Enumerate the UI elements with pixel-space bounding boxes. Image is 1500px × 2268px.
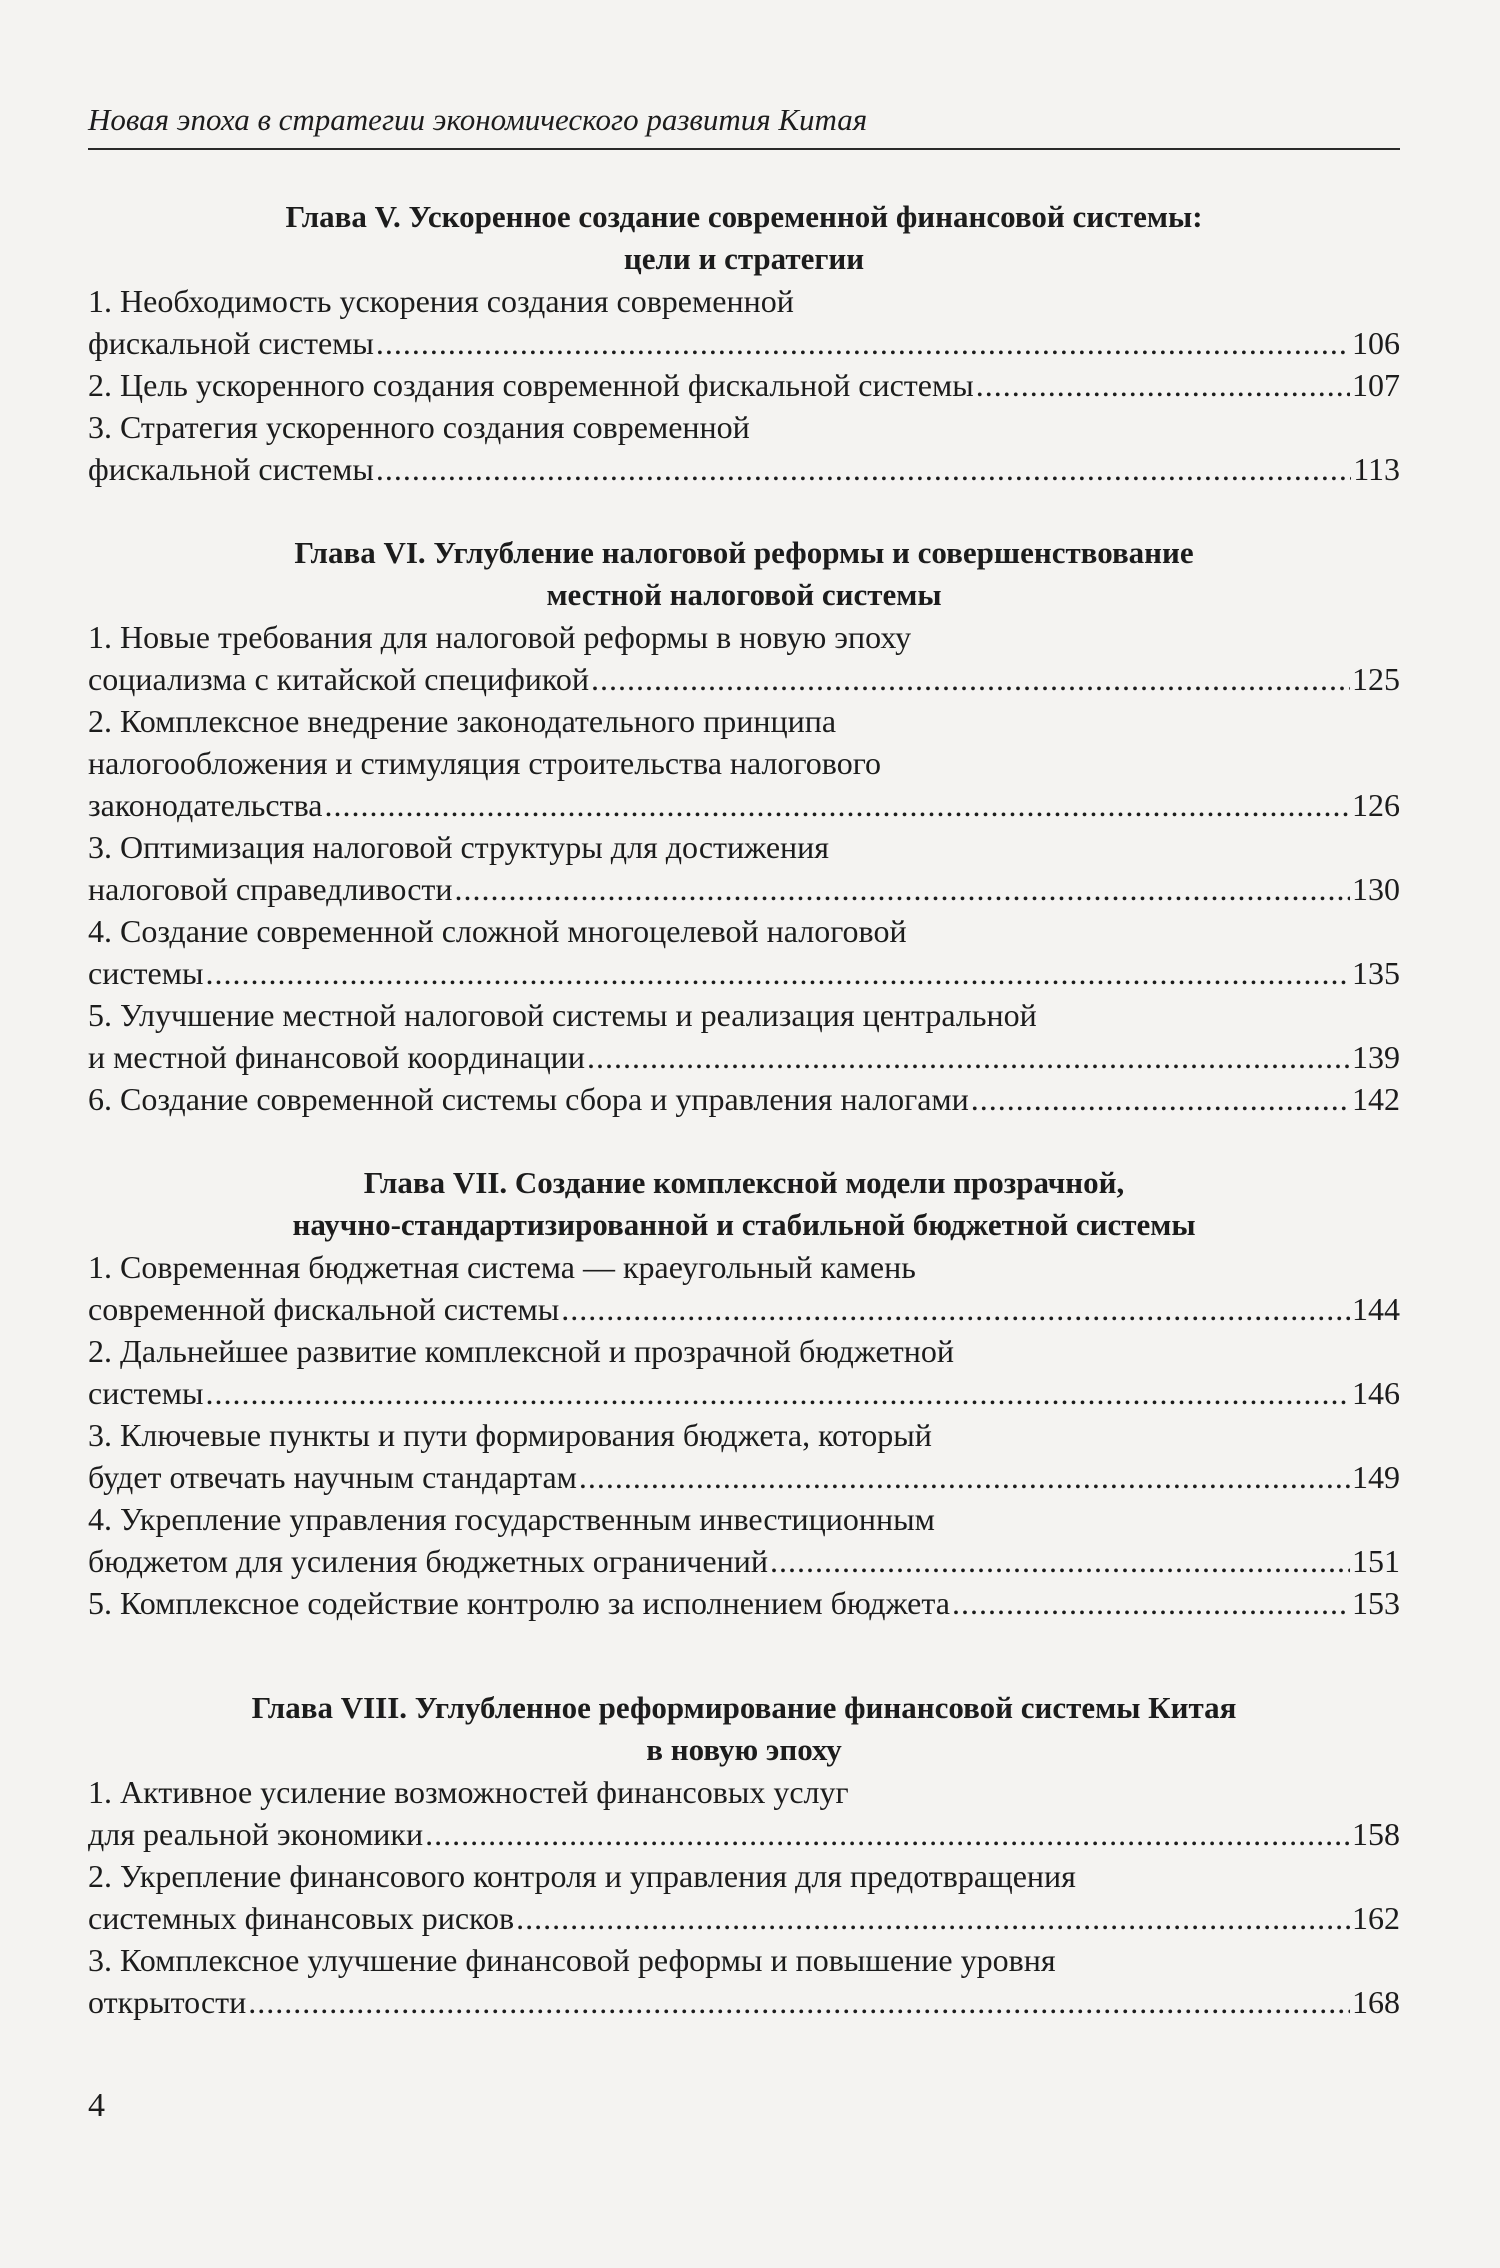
dot-leader — [376, 322, 1350, 364]
toc-entry[interactable] — [88, 1939, 1400, 2023]
entry-text: современной фискальной системы — [88, 1291, 560, 1327]
chapter-title — [88, 532, 1400, 616]
toc-entry[interactable] — [88, 700, 1400, 826]
dot-leader — [205, 952, 1350, 994]
entry-text: 3. Комплексное улучшение финансовой реформы и повышение уровня — [88, 1942, 1056, 1978]
page-number: 4 — [88, 2087, 105, 2124]
toc-entry[interactable] — [88, 1498, 1400, 1582]
entry-text: социализма с китайской спецификой — [88, 661, 589, 697]
toc-entry[interactable] — [88, 1582, 1400, 1624]
entry-text: для реальной экономики — [88, 1816, 424, 1852]
chapter-7 — [88, 1162, 1400, 1624]
entry-text: 4. Укрепление управления государственным инвестиционным — [88, 1501, 935, 1537]
dot-leader — [425, 1813, 1350, 1855]
entry-text: налогообложения и стимуляция строительства налогового — [88, 745, 882, 781]
entry-text: 2. Дальнейшее развитие комплексной и прозрачной бюджетной — [88, 1333, 954, 1369]
entry-page-number: 135 — [1352, 955, 1400, 991]
entry-text: 2. Цель ускоренного создания современной фискальной системы — [88, 367, 974, 403]
entry-page-number: 113 — [1353, 451, 1400, 487]
toc-entry[interactable] — [88, 1855, 1400, 1939]
dot-leader — [248, 1981, 1350, 2023]
chapter-title-line: Глава VIII. Углубленное реформирование финансовой системы Китая — [251, 1690, 1237, 1725]
entry-text: 2. Комплексное внедрение законодательного принципа — [88, 703, 837, 739]
entry-text: налоговой справедливости — [88, 871, 453, 907]
dot-leader — [976, 364, 1350, 406]
toc-entry[interactable] — [88, 1246, 1400, 1330]
dot-leader — [205, 1372, 1350, 1414]
header-rule — [88, 148, 1400, 150]
toc-entry[interactable] — [88, 280, 1400, 364]
chapter-title-line: Глава V. Ускоренное создание современной финансовой системы: — [285, 199, 1203, 234]
entry-text: открытости — [88, 1984, 247, 2020]
entry-page-number: 151 — [1352, 1543, 1400, 1579]
entry-text: 1. Современная бюджетная система — краеугольный камень — [88, 1249, 916, 1285]
chapter-title-line: Глава VII. Создание комплексной модели прозрачной, — [363, 1165, 1125, 1200]
chapter-title-line: Глава VI. Углубление налоговой реформы и совершенствование — [294, 535, 1194, 570]
entry-text: бюджетом для усиления бюджетных ограничений — [88, 1543, 768, 1579]
entry-text: будет отвечать научным стандартам — [88, 1459, 577, 1495]
chapter-title — [88, 196, 1400, 280]
entry-page-number: 106 — [1352, 325, 1400, 361]
dot-leader — [324, 784, 1350, 826]
chapter-title-line: в новую эпоху — [646, 1732, 842, 1767]
toc-entry[interactable] — [88, 1771, 1400, 1855]
dot-leader — [587, 1036, 1350, 1078]
entry-page-number: 139 — [1352, 1039, 1400, 1075]
entry-text: 3. Ключевые пункты и пути формирования бюджета, который — [88, 1417, 932, 1453]
entry-page-number: 149 — [1352, 1459, 1400, 1495]
chapter-title-line: цели и стратегии — [623, 241, 865, 276]
dot-leader — [952, 1582, 1350, 1624]
entry-text: 3. Оптимизация налоговой структуры для достижения — [88, 829, 830, 865]
entry-page-number: 107 — [1352, 367, 1400, 403]
dot-leader — [376, 448, 1351, 490]
entry-text: 1. Активное усиление возможностей финансовых услуг — [88, 1774, 849, 1810]
entry-text: 5. Улучшение местной налоговой системы и реализация центральной — [88, 997, 1037, 1033]
entry-text: 6. Создание современной системы сбора и управления налогами — [88, 1081, 969, 1117]
chapter-5 — [88, 196, 1400, 490]
entry-page-number: 158 — [1352, 1816, 1400, 1852]
entry-text: 4. Создание современной сложной многоцелевой налоговой — [88, 913, 907, 949]
entry-text: и местной финансовой координации — [88, 1039, 585, 1075]
toc-entry[interactable] — [88, 1330, 1400, 1414]
entry-text: 3. Стратегия ускоренного создания современной — [88, 409, 750, 445]
entry-page-number: 146 — [1352, 1375, 1400, 1411]
entry-text: системы — [88, 955, 204, 991]
toc-entry[interactable] — [88, 826, 1400, 910]
chapter-title-line: научно-стандартизированной и стабильной бюджетной системы — [292, 1207, 1196, 1242]
dot-leader — [579, 1456, 1350, 1498]
entry-text: системы — [88, 1375, 204, 1411]
toc-entry[interactable] — [88, 616, 1400, 700]
dot-leader — [591, 658, 1350, 700]
running-title: Новая эпоха в стратегии экономического развития Китая — [88, 102, 868, 137]
entry-text: законодательства — [88, 787, 323, 823]
dot-leader — [561, 1288, 1350, 1330]
toc-entry[interactable] — [88, 406, 1400, 490]
entry-text: фискальной системы — [88, 451, 374, 487]
dot-leader — [455, 868, 1350, 910]
entry-page-number: 130 — [1352, 871, 1400, 907]
entry-page-number: 142 — [1352, 1081, 1400, 1117]
entry-text: фискальной системы — [88, 325, 374, 361]
entry-text: системных финансовых рисков — [88, 1900, 515, 1936]
entry-page-number: 153 — [1352, 1585, 1400, 1621]
dot-leader — [516, 1897, 1350, 1939]
entry-text: 2. Укрепление финансового контроля и управления для предотвращения — [88, 1858, 1076, 1894]
chapter-title — [88, 1687, 1400, 1771]
chapter-6 — [88, 532, 1400, 1120]
chapter-8 — [88, 1687, 1400, 2023]
chapter-title-line: местной налоговой системы — [546, 577, 942, 612]
dot-leader — [971, 1078, 1350, 1120]
entry-text: 1. Необходимость ускорения создания современной — [88, 283, 794, 319]
table-of-contents — [88, 196, 1400, 2023]
entry-page-number: 126 — [1352, 787, 1400, 823]
dot-leader — [770, 1540, 1350, 1582]
toc-entry[interactable] — [88, 994, 1400, 1078]
entry-page-number: 168 — [1352, 1984, 1400, 2020]
entry-page-number: 144 — [1352, 1291, 1400, 1327]
toc-entry[interactable] — [88, 910, 1400, 994]
chapter-title — [88, 1162, 1400, 1246]
entry-page-number: 125 — [1352, 661, 1400, 697]
toc-entry[interactable] — [88, 1414, 1400, 1498]
entry-page-number: 162 — [1352, 1900, 1400, 1936]
toc-entry[interactable] — [88, 364, 1400, 406]
entry-text: 5. Комплексное содействие контролю за исполнением бюджета — [88, 1585, 950, 1621]
toc-entry[interactable] — [88, 1078, 1400, 1120]
entry-text: 1. Новые требования для налоговой реформы в новую эпоху — [88, 619, 912, 655]
